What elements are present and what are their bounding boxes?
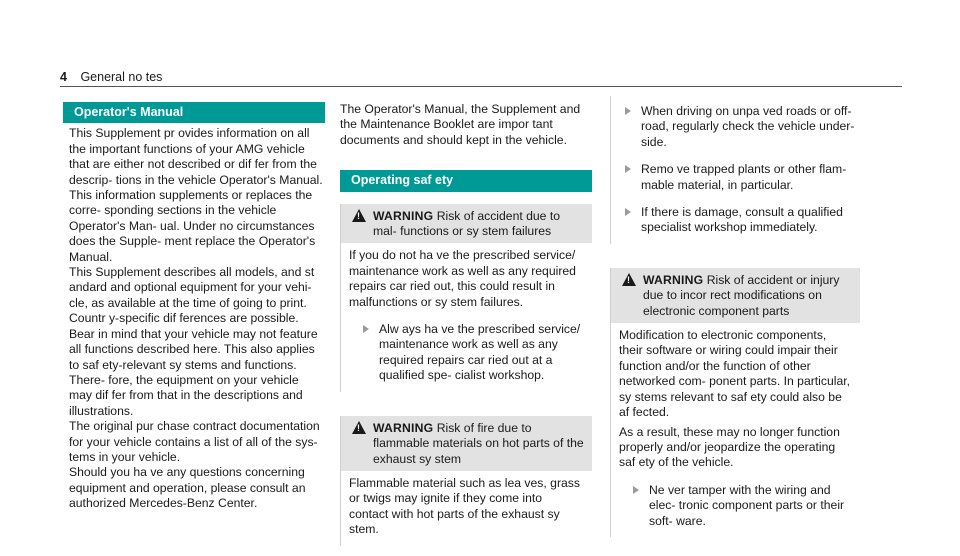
paragraph: This Supplement describes all models, and st andard and optional equipment for your vehi‐ cle, as available at the time of going to print. Countr y-specific dif ferences are possible. Bear in mind that your vehicle may not feature all functions described here. This also applies to saf ety-relevant sy stems and functions. There‐ fore, the equipment on your vehicle may dif fer from that in the descriptions and illustrations. xyxy=(69,265,318,418)
header-rule xyxy=(60,86,902,87)
warning-box-fire xyxy=(340,416,592,546)
warning-triangle-icon xyxy=(352,421,366,434)
bullet-text: Remo ve trapped plants or other flam‐ mable material, in particular. xyxy=(641,162,847,192)
action-bullet xyxy=(619,483,852,529)
bullet-text: Alw ays ha ve the prescribed service/ maintenance work as well as any required repairs car ried out at a qualified spe‐ cialist workshop. xyxy=(379,322,581,383)
bullet-text: Ne ver tamper with the wiring and elec‐ tronic component parts or their soft‐ ware. xyxy=(649,482,845,528)
warning-text: Modification to electronic components, their software or wiring could impair their function and/or the function of other networked com‐ ponent parts. In particular, sy stems relevant to saf ety could also be af fected. xyxy=(619,328,851,420)
action-bullet xyxy=(611,104,860,150)
warning-body xyxy=(341,471,592,546)
arrow-right-icon xyxy=(363,325,369,333)
page-number: 4 xyxy=(60,70,67,84)
warning-header xyxy=(611,268,860,323)
intro-paragraph: The Operator's Manual, the Supplement and the Maintenance Booklet are impor tant documents and should kept in the vehicle. xyxy=(340,102,581,147)
warning-box-malfunction xyxy=(340,204,592,392)
page-header xyxy=(60,70,162,84)
warning-label: WARNING xyxy=(643,272,704,287)
warning-title: Risk of fire due to flammable materials on hot parts of the exhaust sy stem xyxy=(373,420,584,466)
action-bullet xyxy=(611,162,860,193)
action-bullet xyxy=(611,205,860,236)
warning-text: As a result, these may no longer function properly and/or jeopardize the operating saf ety of the vehicle. xyxy=(619,424,840,470)
section-heading-operators-manual: Operator's Manual xyxy=(63,102,325,123)
arrow-right-icon xyxy=(625,208,631,216)
paragraph: The original pur chase contract documentation for your vehicle contains a list of all of the sys‐ tems in your vehicle. xyxy=(69,419,320,464)
warning-title: Risk of accident due to mal‐ functions or sy stem failures xyxy=(373,208,561,239)
warning-header xyxy=(341,204,592,244)
warning-box-modifications xyxy=(610,268,860,537)
warning-body xyxy=(341,243,592,391)
arrow-right-icon xyxy=(625,107,631,115)
warning-text: If you do not ha ve the prescribed service/ maintenance work as well as any required repairs car ried out, this could result in malfunctions or sy stem failures. xyxy=(349,248,576,309)
warning-triangle-icon xyxy=(352,209,366,222)
section-heading-operating-safety: Operating saf ety xyxy=(340,170,592,191)
chapter-title: General no tes xyxy=(80,70,163,84)
column-continued xyxy=(610,102,860,547)
warning-title: Risk of accident or injury due to incor rect modifications on electronic component parts xyxy=(643,272,840,318)
arrow-right-icon xyxy=(625,165,631,173)
warning-body xyxy=(611,323,860,537)
paragraph: Should you ha ve any questions concerning equipment and operation, please consult an authorized Mercedes-Benz Center. xyxy=(69,465,306,511)
bullet-text: If there is damage, consult a qualified specialist workshop immediately. xyxy=(641,205,843,235)
warning-text: Flammable material such as lea ves, grass or twigs may ignite if they come into contact with hot parts of the exhaust sy stem. xyxy=(349,475,580,537)
bullet-text: When driving on unpa ved roads or off- road, regularly check the vehicle under‐ side. xyxy=(641,104,855,149)
action-bullet xyxy=(349,322,584,384)
warning-triangle-icon xyxy=(622,273,636,286)
paragraph: This Supplement pr ovides information on all the important functions of your AMG vehicle that are either not described or dif fer from the descrip‐ tions in the vehicle Operator's Manual. This information supplements or replaces the corre‐ sponding sections in the vehicle Operator's Man‐ ual. Under no circumstances does the Supple‐ ment replace the Operator's Manual. xyxy=(69,126,323,264)
bullet-list xyxy=(610,96,860,244)
warning-header xyxy=(341,416,592,471)
warning-label: WARNING xyxy=(373,208,434,223)
arrow-right-icon xyxy=(633,486,639,494)
column-operators-manual xyxy=(63,102,325,512)
warning-label: WARNING xyxy=(373,420,434,435)
column-operating-safety xyxy=(340,102,592,556)
